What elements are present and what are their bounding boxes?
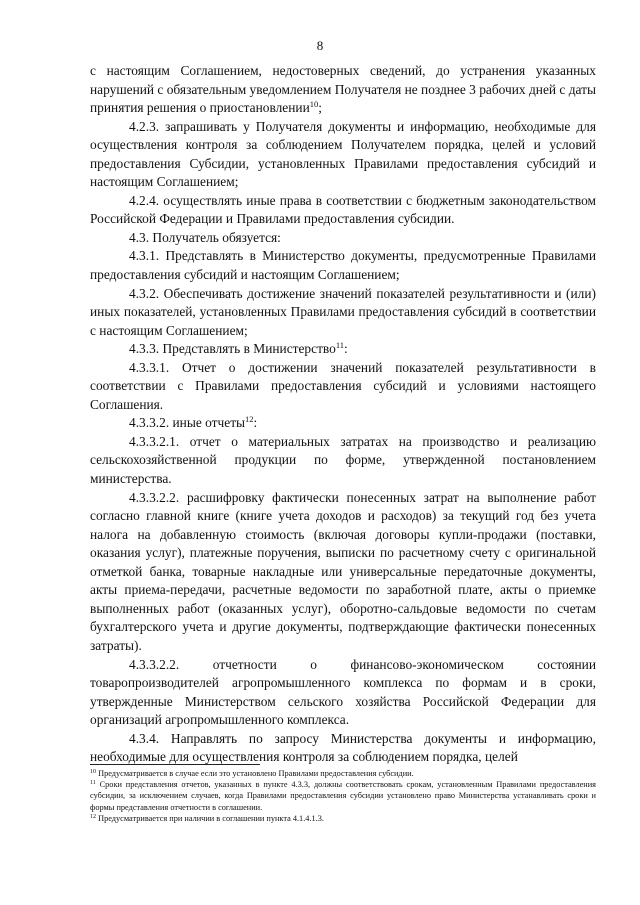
footnote-separator xyxy=(90,764,260,765)
footnote-number: 12 xyxy=(90,813,96,820)
paragraph-continuation xyxy=(90,62,596,118)
paragraph-text: 4.3.3.2. иные отчеты xyxy=(129,415,246,431)
footnote-ref-10[interactable]: 10 xyxy=(309,99,319,110)
paragraph-text: с настоящим Соглашением, недостоверных сведений, до устранения указанных нарушений с обязательным уведомлением Получателя не позднее 3 рабочих дней с даты принятия решения о приостановлении xyxy=(90,63,596,116)
footnote-text: Сроки представления отчетов, указанных в пункте 4.3.3, должны соответствовать срокам, установленным Правилами предоставления субсидии, за исключением случаев, когда Правилами предоставления субсидии установлено право Министерства устанавливать сроки и формы представления отчетности в соглашении. xyxy=(90,780,596,812)
footnote-text: Предусматривается в случае если это установлено Правилами предоставления субсидии. xyxy=(98,769,414,778)
clause-4-3-3-2-2-expenses: 4.3.3.2.2. расшифровку фактически понесенных затрат на выполнение работ согласно главной книге (книге учета доходов и расходов) за текущий год без учета налога на добавленную стоимость (включая договоры купли-продажи (поставки, оказания услуг), платежные поручения, выписки по расчетному счету с оригинальной отметкой банка, товарные накладные или универсальные передаточные документы, акты приема-передачи, расчетные ведомости по заработной плате, акты о приемке выполненных работ (оказанных услуг), оборотно-сальдовые ведомости по счетам бухгалтерского учета и другие документы, подтверждающие фактически понесенных затраты). xyxy=(90,489,596,653)
footnote-ref-11[interactable]: 11 xyxy=(335,340,345,351)
clause-4-2-3: 4.2.3. запрашивать у Получателя документы и информацию, необходимые для осуществления контроля за соблюдением Получателем порядка, целей и условий предоставления Субсидии, установленных Правилами предоставления субсидий и настоящим Соглашением; xyxy=(90,118,596,190)
footnote-10 xyxy=(90,768,596,779)
clause-4-3-3-2-2-reporting: 4.3.3.2.2. отчетности о финансово-экономическом состоянии товаропроизводителей агропромышленного комплекса по формам и в сроки, утвержденные Министерством сельского хозяйства Российской Федерации для организаций агропромышленного комплекса. xyxy=(90,656,596,728)
paragraph-tail: : xyxy=(253,415,258,431)
clause-4-3-1: 4.3.1. Представлять в Министерство документы, предусмотренные Правилами предоставления субсидий и настоящим Соглашением; xyxy=(90,248,596,283)
paragraph-tail: : xyxy=(344,341,348,357)
footnote-text: Предусматривается при наличии в соглашении пункта 4.1.4.1.3. xyxy=(98,813,324,823)
clause-4-2-4: 4.2.4. осуществлять иные права в соответствии с бюджетным законодательством Российской Федерации и Правилами предоставления субсидии. xyxy=(90,192,596,227)
paragraph-text: 4.3.3. Представлять в Министерство xyxy=(129,341,336,357)
clause-4-3-3 xyxy=(90,340,596,359)
clause-4-3-3-2 xyxy=(90,414,596,433)
clause-4-3: 4.3. Получатель обязуется: xyxy=(129,229,281,245)
footnote-number: 10 xyxy=(90,769,96,775)
clause-4-3-2: 4.3.2. Обеспечивать достижение значений показателей результативности и (или) иных показателей, установленных Правилами предоставления субсидий в соответствии с настоящим Соглашением; xyxy=(90,285,596,338)
clause-4-3-3-1: 4.3.3.1. Отчет о достижении значений показателей результативности в соответствии с Правилами предоставления субсидий и условиями настоящего Соглашения. xyxy=(90,359,596,412)
footnote-12 xyxy=(90,813,596,824)
clause-4-3-4: 4.3.4. Направлять по запросу Министерства документы и информацию, необходимые для осуществления контроля за соблюдением порядка, целей xyxy=(90,730,596,765)
body-text xyxy=(90,62,596,767)
paragraph-tail: ; xyxy=(318,100,322,116)
footnote-11 xyxy=(90,779,596,813)
page-number: 8 xyxy=(316,38,324,53)
clause-4-3-3-2-1: 4.3.3.2.1. отчет о материальных затратах на производство и реализацию сельскохозяйственной продукции по форме, утвержденной постановлением министерства. xyxy=(90,433,596,487)
footnotes xyxy=(90,768,596,824)
footnote-number: 11 xyxy=(90,780,96,787)
footnote-ref-12[interactable]: 12 xyxy=(245,414,254,425)
